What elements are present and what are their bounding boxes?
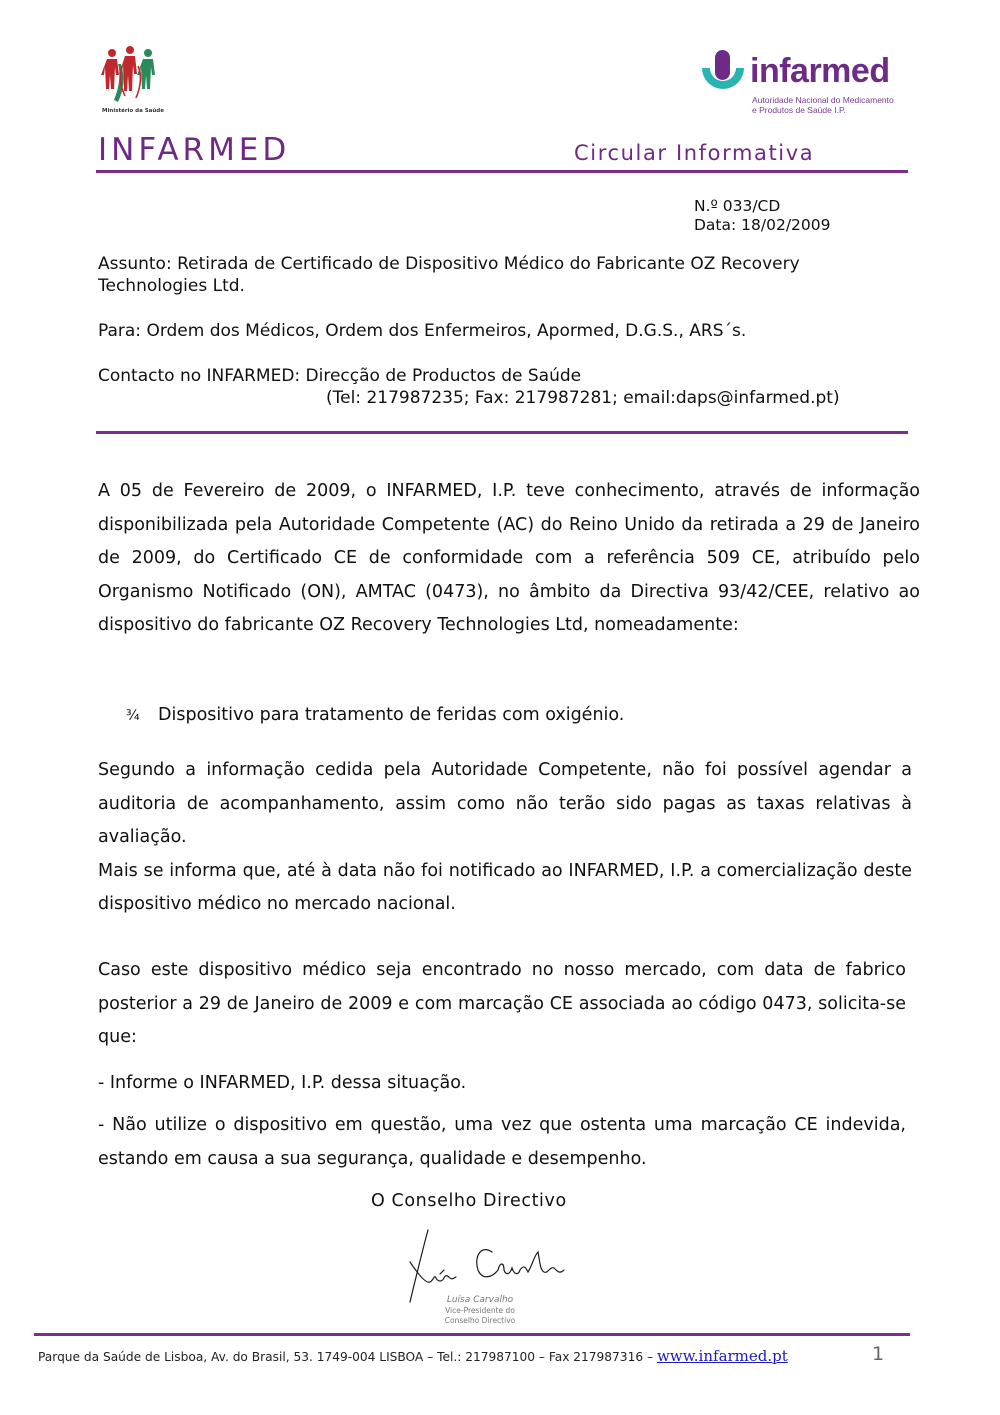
footer-divider bbox=[34, 1333, 910, 1336]
signature bbox=[400, 1222, 570, 1332]
subject-line: Assunto: Retirada de Certificado de Dispositivo Médico do Fabricante OZ Recovery Technologies Ltd. bbox=[98, 254, 800, 296]
ministry-figures-icon bbox=[100, 44, 164, 108]
infarmed-logo bbox=[698, 50, 898, 120]
signature-name: Luísa Carvalho bbox=[446, 1295, 514, 1305]
infarmed-drop-icon bbox=[698, 50, 748, 100]
bullet-text: Dispositivo para tratamento de feridas com oxigénio. bbox=[158, 705, 625, 725]
body-paragraph-3: Caso este dispositivo médico seja encontrado no nosso mercado, com data de fabrico posterior a 29 de Janeiro de 2009 e com marcação CE associada ao código 0473, solicita-se que: bbox=[98, 960, 906, 1048]
infarmed-subtitle-line-2: e Produtos de Saúde I.P. bbox=[752, 105, 846, 115]
contact-line-2: (Tel: 217987235; Fax: 217987281; email:daps@infarmed.pt) bbox=[326, 388, 840, 408]
ministry-caption: Ministério da Saúde bbox=[102, 108, 164, 114]
signature-role-1: Vice-Presidente do bbox=[445, 1306, 515, 1315]
body-paragraph-4: - Informe o INFARMED, I.P. dessa situação. bbox=[98, 1073, 467, 1093]
document-meta bbox=[694, 197, 831, 235]
infarmed-wordmark: infarmed bbox=[750, 52, 890, 90]
body-paragraph-2a: Segundo a informação cedida pela Autoridade Competente, não foi possível agendar a auditoria de acompanhamento, assim como não terão sido pagas as taxas relativas à avaliação. bbox=[98, 760, 912, 848]
brand-title: INFARMED bbox=[98, 132, 291, 168]
body-paragraph-2b: Mais se informa que, até à data não foi notificado ao INFARMED, I.P. a comercialização deste dispositivo médico no mercado nacional. bbox=[98, 860, 912, 915]
body-paragraph-2 bbox=[98, 754, 912, 922]
page-number: 1 bbox=[872, 1343, 885, 1365]
document-type: Circular Informativa bbox=[574, 141, 815, 165]
body-paragraph-5: - Não utilize o dispositivo em questão, uma vez que ostenta uma marcação CE indevida, estando em causa a sua segurança, qualidade e desempenho. bbox=[98, 1115, 906, 1169]
circular-date: Data: 18/02/2009 bbox=[694, 216, 831, 234]
infarmed-subtitle-line-1: Autoridade Nacional do Medicamento bbox=[752, 95, 894, 105]
signature-role-2: Conselho Directivo bbox=[444, 1316, 516, 1325]
contact-line-1: Contacto no INFARMED: Direcção de Productos de Saúde bbox=[98, 366, 582, 386]
signoff: O Conselho Directivo bbox=[371, 1191, 567, 1211]
footer bbox=[38, 1347, 788, 1365]
signature-image bbox=[400, 1222, 570, 1332]
list-item bbox=[126, 704, 624, 727]
footer-address: Parque da Saúde de Lisboa, Av. do Brasil, 53. 1749-004 LISBOA – Tel.: 217987100 – Fax 217987316 – bbox=[38, 1350, 654, 1364]
contact-block bbox=[98, 365, 898, 409]
website-link[interactable]: www.infarmed.pt bbox=[657, 1347, 788, 1365]
body-paragraph-1: A 05 de Fevereiro de 2009, o INFARMED, I.P. teve conhecimento, através de informação disponibilizada pela Autoridade Competente (AC) do Reino Unido da retirada a 29 de Janeiro de 2009, do Certificado CE de conformidade com a referência 509 CE, atribuído pelo Organismo Notificado (ON), AMTAC (0473), no âmbito da Directiva 93/42/CEE, relativo ao dispositivo do fabricante OZ Recovery Technologies Ltd, nomeadamente: bbox=[98, 481, 920, 636]
recipients-line: Para: Ordem dos Médicos, Ordem dos Enfermeiros, Apormed, D.G.S., ARS´s. bbox=[98, 321, 747, 341]
section-divider bbox=[96, 431, 908, 434]
circular-number: N.º 033/CD bbox=[694, 197, 781, 215]
ministry-logo bbox=[100, 44, 164, 120]
infarmed-subtitle bbox=[752, 95, 894, 115]
header-divider bbox=[96, 170, 908, 173]
bullet-mark: ¾ bbox=[126, 708, 140, 724]
